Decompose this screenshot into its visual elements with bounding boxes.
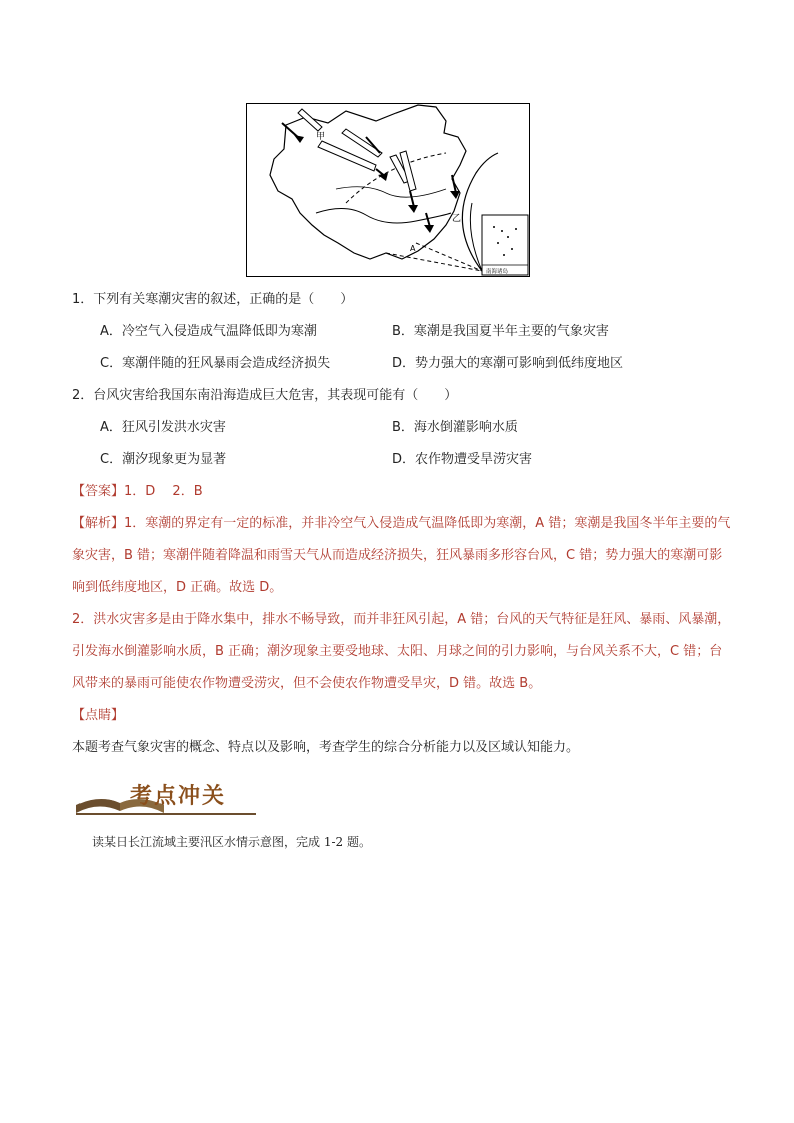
q1-option-a: A．冷空气入侵造成气温降低即为寒潮	[100, 324, 317, 339]
q1-option-d: D．势力强大的寒潮可影响到低纬度地区	[392, 356, 624, 371]
answer-text: 1．D 2．B	[124, 484, 203, 499]
analysis-p1	[72, 508, 732, 604]
intro-text: 读某日长江流域主要汛区水情示意图，完成 1-2 题。	[92, 835, 371, 849]
analysis-p2: 2．洪水灾害多是由于降水集中，排水不畅导致，而并非狂风引起，A 错；台风的天气特征是狂风、暴雨、风暴潮，引发海水倒灌影响水质，B 正确；潮汐现象主要受地球、太阳、月球之间的引力影响，与台风关系不大，C 错；台风带来的暴雨可能使农作物遭受涝灾，但不会使农作物遭受旱灾，D 错。故选 B。	[72, 612, 731, 691]
map-svg	[246, 103, 530, 277]
q2-option-a: A．狂风引发洪水灾害	[100, 420, 226, 435]
q2-option-d: D．农作物遭受旱涝灾害	[392, 452, 533, 467]
section-header	[72, 775, 262, 819]
label-jia: 甲	[316, 132, 326, 142]
label-yi: 乙	[452, 214, 462, 224]
q1-option-c: C．寒潮伴随的狂风暴雨会造成经济损失	[100, 356, 331, 371]
china-cold-wave-map	[246, 103, 530, 277]
answer-tag: 【答案】	[72, 484, 125, 499]
label-a: A	[410, 244, 416, 253]
inset-map	[482, 215, 528, 275]
q2-option-c: C．潮汐现象更为显著	[100, 452, 227, 467]
analysis-text-1: 1．寒潮的界定有一定的标准，并非冷空气入侵造成气温降低即为寒潮，A 错；寒潮是我国冬半年主要的气象灾害，B 错；寒潮伴随着降温和雨雪天气从而造成经济损失，狂风暴雨多形容台风，C 错；势力强大的寒潮可影响到低纬度地区，D 正确。故选 D。	[72, 516, 731, 595]
q1-stem: 1．下列有关寒潮灾害的叙述，正确的是（ ）	[72, 292, 354, 307]
analysis-tag: 【解析】	[72, 516, 125, 531]
inset-caption: 南海诸岛	[486, 269, 509, 275]
answer-line	[72, 483, 203, 501]
q2-stem: 2．台风灾害给我国东南沿海造成巨大危害，其表现可能有（ ）	[72, 388, 458, 403]
tip-tag: 【点睛】	[72, 708, 125, 723]
tip-text: 本题考查气象灾害的概念、特点以及影响，考查学生的综合分析能力以及区域认知能力。	[72, 740, 580, 755]
q1-option-b: B．寒潮是我国夏半年主要的气象灾害	[392, 324, 609, 339]
section-title: 考点冲关	[130, 783, 227, 809]
q2-option-b: B．海水倒灌影响水质	[392, 420, 518, 435]
